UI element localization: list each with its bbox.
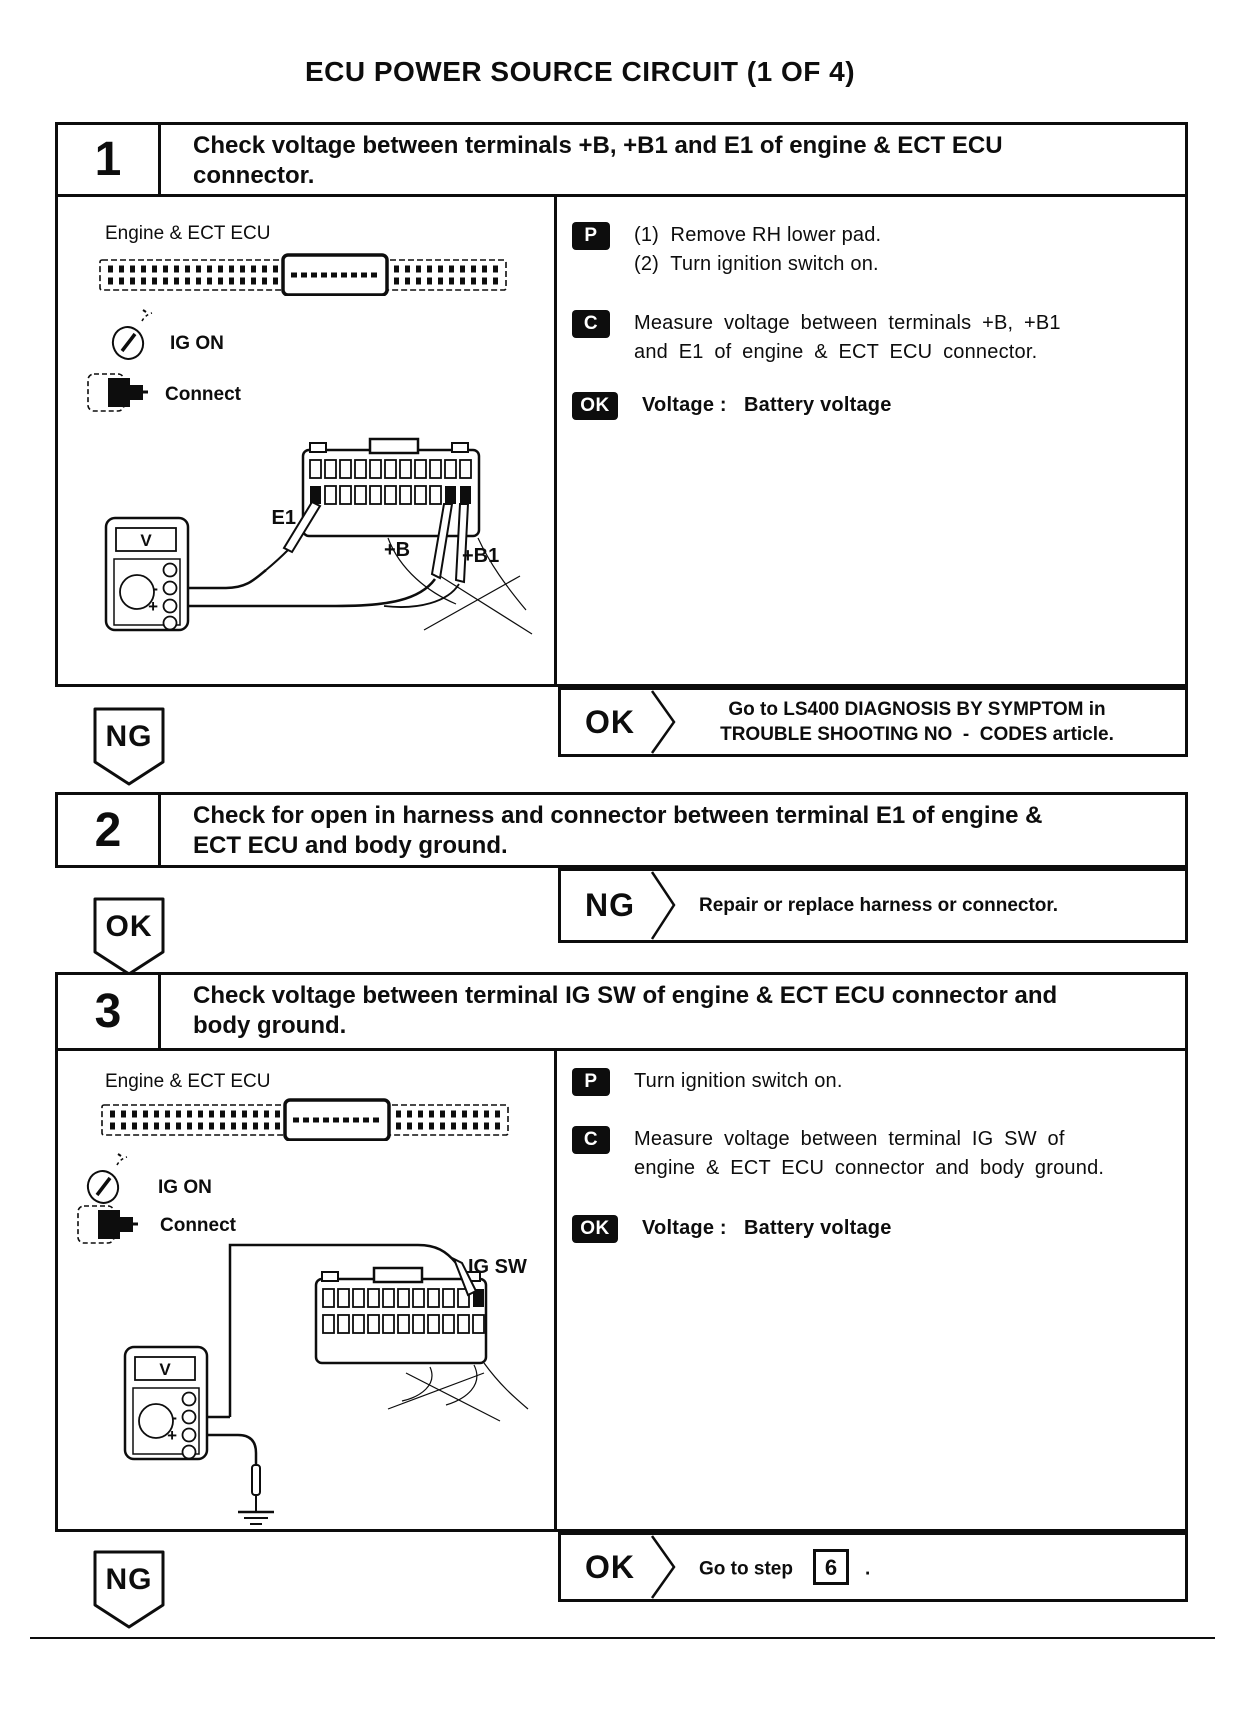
voltmeter-display-label: V <box>140 531 152 550</box>
step-2-box <box>55 792 1188 868</box>
ng-branch-label: NG <box>105 720 153 753</box>
prepare-line: (2) Turn ignition switch on. <box>634 253 879 275</box>
terminal-label-b: +B <box>384 539 411 561</box>
ig-on-label: IG ON <box>158 1177 212 1198</box>
ok-badge: OK <box>572 392 618 420</box>
voltmeter-minus-label: - <box>171 1408 177 1427</box>
step-2-title-line: Check for open in harness and connector between terminal E1 of engine & <box>193 802 1043 829</box>
step-1-title-line: Check voltage between terminals +B, +B1 and E1 of engine & ECT ECU <box>193 132 1003 159</box>
check-row <box>572 1125 1104 1183</box>
step-3-title-line: Check voltage between terminal IG SW of engine & ECT ECU connector and <box>193 982 1058 1009</box>
step-3-ng-branch-flag <box>90 1548 168 1632</box>
ecu-connector-label: Engine & ECT ECU <box>105 1071 271 1092</box>
chevron-right-icon <box>649 690 679 754</box>
page-title: ECU POWER SOURCE CIRCUIT (1 OF 4) <box>304 56 856 87</box>
step-3-box <box>55 972 1188 1532</box>
ok-branch-label: OK <box>105 910 153 943</box>
step-1-body <box>58 197 1185 684</box>
terminal-label-ig-sw: IG SW <box>468 1256 527 1278</box>
prepare-badge: P <box>572 222 610 250</box>
step-1-title-line: connector. <box>193 162 315 189</box>
ig-on-label: IG ON <box>170 333 224 354</box>
ok-result-line: TROUBLE SHOOTING NO - CODES article. <box>720 724 1114 745</box>
voltmeter-plus-label: + <box>167 1426 177 1445</box>
step-3-ok-result-strip <box>558 1532 1188 1602</box>
step-3-title-line: body ground. <box>193 1012 347 1039</box>
voltmeter-display-label: V <box>159 1360 171 1379</box>
prepare-text: Turn ignition switch on. <box>634 1070 843 1092</box>
panel-divider <box>554 1051 557 1529</box>
voltage-spec: Voltage : Battery voltage <box>642 394 892 416</box>
step-1-title <box>161 125 1013 194</box>
ecu-pin-strip-diagram <box>98 252 508 296</box>
check-badge: C <box>572 310 610 338</box>
ng-branch-label: NG <box>105 1563 153 1596</box>
step-1-ng-branch-flag <box>90 705 168 789</box>
go-to-step-period: . <box>864 1558 871 1580</box>
check-text <box>634 309 1061 367</box>
step-reference-box: 6 <box>813 1549 849 1585</box>
prepare-badge: P <box>572 1068 610 1096</box>
check-line: Measure voltage between terminal IG SW of <box>634 1128 1065 1150</box>
chevron-right-icon <box>649 871 679 940</box>
check-badge: C <box>572 1126 610 1154</box>
check-line: engine & ECT ECU connector and body ground. <box>634 1157 1105 1179</box>
step-1-ok-result-strip <box>558 687 1188 757</box>
voltmeter-minus-label: - <box>152 579 158 598</box>
ground-probe <box>252 1465 260 1511</box>
go-to-step-label: Go to step <box>699 1558 793 1580</box>
prepare-line: (1) Remove RH lower pad. <box>634 224 882 246</box>
voltmeter-diagram <box>106 518 188 630</box>
step-3-title <box>161 975 1067 1048</box>
ground-symbol <box>238 1512 274 1524</box>
ng-result-text: Repair or replace harness or connector. <box>699 895 1059 916</box>
ok-result-text <box>679 697 1185 747</box>
step-1-box <box>55 122 1188 687</box>
prepare-row <box>572 1067 843 1096</box>
step-2-ng-result-strip <box>558 868 1188 943</box>
connector-plug-icon <box>86 369 150 415</box>
ok-result-line: Go to LS400 DIAGNOSIS BY SYMPTOM in <box>728 699 1106 720</box>
step-1-measurement-diagram <box>88 434 588 679</box>
step-3-header <box>58 975 1185 1051</box>
prepare-row <box>572 221 881 279</box>
prepare-text <box>634 221 881 279</box>
connect-label: Connect <box>165 384 241 405</box>
step-2-ok-branch-flag <box>90 895 168 979</box>
ok-badge: OK <box>572 1215 618 1243</box>
check-row <box>572 309 1061 367</box>
step-3-number: 3 <box>58 975 161 1048</box>
step-3-body <box>58 1051 1185 1529</box>
voltage-spec: Voltage : Battery voltage <box>642 1217 892 1239</box>
voltmeter-plus-label: + <box>148 597 158 616</box>
spec-row <box>572 391 892 420</box>
ok-result-label: OK <box>585 703 635 740</box>
step-2-header <box>58 795 1185 865</box>
connect-label: Connect <box>160 1215 236 1236</box>
voltmeter-diagram <box>125 1347 207 1459</box>
go-to-step-text <box>699 1549 870 1585</box>
step-2-title <box>161 795 1053 865</box>
ok-result-label: OK <box>585 1548 635 1585</box>
check-text <box>634 1125 1104 1183</box>
step-3-measurement-diagram <box>70 1233 545 1529</box>
page-bottom-rule <box>30 1637 1215 1639</box>
spec-row <box>572 1214 892 1243</box>
ecu-connector-label: Engine & ECT ECU <box>105 223 271 244</box>
terminal-label-e1: E1 <box>271 507 296 529</box>
ecu-connector-diagram <box>303 439 479 536</box>
step-2-title-line: ECT ECU and body ground. <box>193 832 508 859</box>
check-line: Measure voltage between terminals +B, +B1 <box>634 312 1061 334</box>
ignition-key-icon <box>83 1151 131 1207</box>
ng-result-label: NG <box>585 887 635 923</box>
ecu-connector-diagram <box>316 1268 486 1363</box>
ecu-pin-strip-diagram <box>100 1097 510 1141</box>
ignition-key-icon <box>108 307 156 363</box>
check-line: and E1 of engine & ECT ECU connector. <box>634 341 1038 363</box>
step-1-header <box>58 125 1185 197</box>
chevron-right-icon <box>649 1535 679 1599</box>
step-1-number: 1 <box>58 125 161 194</box>
step-2-number: 2 <box>58 795 161 865</box>
terminal-label-b1: +B1 <box>462 545 500 567</box>
